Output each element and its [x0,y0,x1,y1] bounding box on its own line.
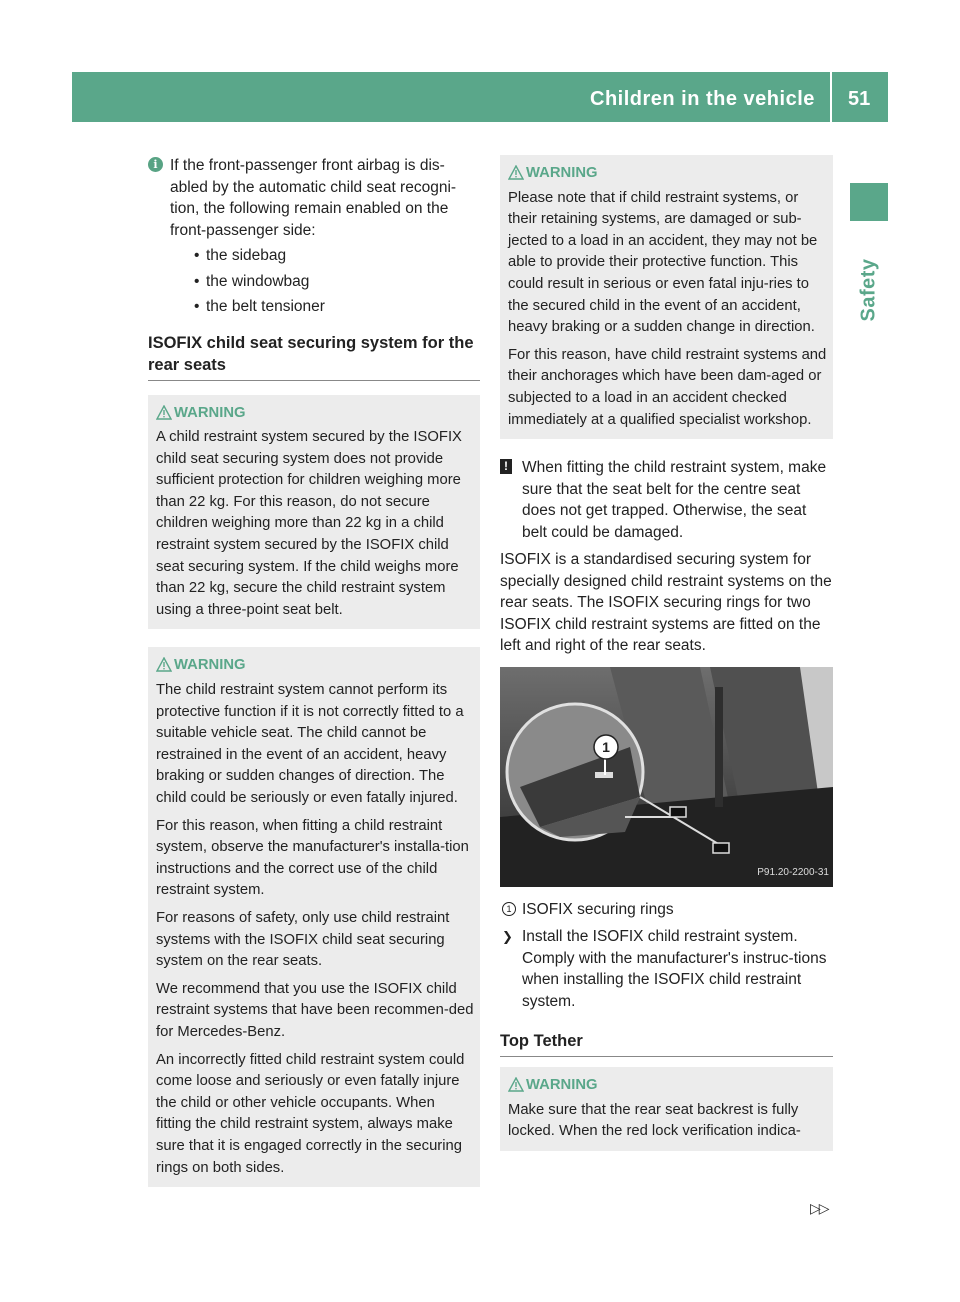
warning-label: WARNING [526,1077,598,1094]
warning-header [508,1075,827,1097]
instruction-step [500,926,833,1012]
section-heading: Top Tether [500,1032,583,1051]
photo-callout-number: 1 [602,738,610,755]
warning-header [156,403,474,425]
page-title: Children in the vehicle [590,88,815,110]
warning-text: We recommend that you use the ISOFIX child restraint systems that have been recommen-ded for Mercedes-Benz. [156,980,474,1040]
continue-icon: ▷▷ [810,1200,828,1216]
step-arrow-icon: ❯ [502,929,513,945]
warning-triangle-icon [508,165,524,180]
section-label: Safety [857,258,880,322]
warning-text: An incorrectly fitted child restraint system could come loose and seriously or even fatally injure the child or other vehicle occupants. When fitting the child restraint system, always make sure that it is engaged correctly in the securing rings on both sides. [156,1051,465,1176]
warning-text: For reasons of safety, only use child restraint systems with the ISOFIX child seat securing system on the rear seats. [156,909,450,970]
info-icon: i [148,157,163,172]
caution-note [500,457,833,543]
legend-text: ISOFIX securing rings [522,900,674,918]
info-bullet-list [170,245,480,318]
warning-header [156,655,474,677]
list-item: • the windowbag [194,271,480,293]
list-item: • the belt tensioner [194,296,480,318]
left-column [148,155,480,1205]
warning-triangle-icon [156,657,172,672]
warning-box [500,155,833,439]
info-note [148,155,480,318]
caution-icon: ! [500,459,512,474]
list-item: • the sidebag [194,245,480,267]
warning-box [500,1067,833,1151]
warning-text: A child restraint system secured by the ISOFIX child seat securing system does not provide sufficient protection for children weighing more than 22 kg. For this reason, do not secure children weighing more than 22 kg in a child restraint system secured by the ISOFIX child seat securing system. If the child weighs more than 22 kg, secure the child restraint system using a three-point seat belt. [156,429,462,618]
warning-text: The child restraint system cannot perform its protective function if it is not correctly fitted to a suitable vehicle seat. The child cannot be restrained in the event of an accident, heavy braking or sudden changes of direction. The child could be seriously or even fatally injured. [156,682,464,806]
heading-rule [500,1056,833,1057]
photo-code: P91.20-2200-31 [757,867,829,879]
info-note-text: If the front-passenger front airbag is dis-abled by the automatic child seat recogni-tion, the following remain enabled on the front-passenger side: [170,157,457,239]
heading-rule [148,380,480,381]
photo-legend [500,899,833,921]
page-number: 51 [848,88,871,110]
warning-box [148,647,480,1187]
right-column [500,155,833,1169]
warning-label: WARNING [526,165,598,181]
warning-label: WARNING [174,657,246,674]
warning-label: WARNING [174,404,246,421]
body-paragraph: ISOFIX is a standardised securing system for specially designed child restraint systems on the rear seats. The ISOFIX securing rings for two ISOFIX child restraint systems are fitted on the left and right of the rear seats. [500,551,832,655]
warning-triangle-icon [508,1077,524,1092]
section-marker [850,183,888,221]
step-text: Install the ISOFIX child restraint system. Comply with the manufacturer's instruc-tions when installing the ISOFIX child restraint system. [522,928,827,1010]
isofix-photo [500,667,833,887]
warning-triangle-icon [156,405,172,420]
warning-box [148,395,480,630]
section-tab [852,240,886,340]
warning-header [508,163,827,185]
warning-text: Please note that if child restraint systems, or their retaining systems, are damaged or sub-jected to a load in an accident, they may not be able to provide their protective function. This could result in serious or even fatal inju-ries to the secured child in the event of an accident, heavy braking or a sudden change in direction. [508,189,818,336]
caution-note-text: When fitting the child restraint system, make sure that the seat belt for the centre seat does not get trapped. Otherwise, the seat belt could be damaged. [522,459,827,541]
seat-illustration [500,667,833,887]
header-divider [830,72,832,122]
section-heading: ISOFIX child seat securing system for the rear seats [148,333,474,374]
warning-text: For this reason, when fitting a child restraint system, observe the manufacturer's installa-tion instructions and the correct use of the child restraint system. [156,817,469,899]
legend-number: 1 [502,902,516,916]
warning-text: Make sure that the rear seat backrest is fully locked. When the red lock verification indica- [508,1101,801,1140]
warning-text: For this reason, have child restraint systems and their anchorages which have been dam-aged or subjected to a load in an accident checked immediately at a qualified specialist workshop. [508,346,827,428]
